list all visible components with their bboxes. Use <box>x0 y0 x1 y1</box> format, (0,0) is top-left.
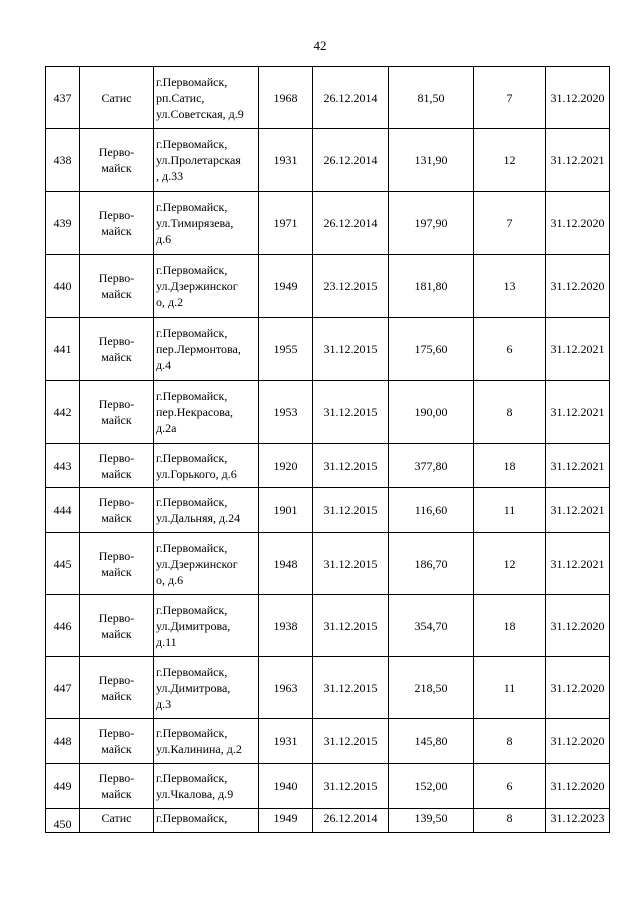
area: 131,90 <box>389 129 474 192</box>
deadline-date: 31.12.2021 <box>546 533 610 595</box>
address-line: пер.Некрасова, <box>156 405 234 419</box>
address-line: г.Первомайск, <box>156 326 228 340</box>
deadline-date: 31.12.2021 <box>546 318 610 381</box>
area: 175,60 <box>389 318 474 381</box>
settlement-name <box>80 192 154 255</box>
housing-registry-table <box>45 66 610 833</box>
deadline-date: 31.12.2021 <box>546 129 610 192</box>
address <box>154 764 259 809</box>
deadline-date: 31.12.2020 <box>546 595 610 657</box>
address-line: г.Первомайск, <box>156 74 228 89</box>
residents-count: 11 <box>474 657 546 719</box>
settlement-line: Перво- <box>98 771 135 785</box>
table-row <box>46 444 610 488</box>
address-line: ул.Пролетарская <box>156 153 241 167</box>
address-line: г.Первомайск, <box>156 200 228 214</box>
deadline-date: 31.12.2020 <box>546 764 610 809</box>
row-number: 439 <box>46 192 80 255</box>
recognition-date: 26.12.2014 <box>313 809 389 833</box>
address-line: пер.Лермонтова, <box>156 342 241 356</box>
row-number: 442 <box>46 381 80 444</box>
area: 139,50 <box>389 809 474 833</box>
recognition-date: 31.12.2015 <box>313 595 389 657</box>
address-line: о, д.6 <box>156 572 184 587</box>
row-number: 440 <box>46 255 80 318</box>
settlement-line: майск <box>101 287 132 301</box>
residents-count: 8 <box>474 381 546 444</box>
address-line: г.Первомайск, <box>156 726 228 740</box>
build-year: 1955 <box>259 318 313 381</box>
build-year: 1971 <box>259 192 313 255</box>
settlement-line: майск <box>101 466 132 481</box>
page-number: 42 <box>313 38 327 53</box>
table-row <box>46 318 610 381</box>
recognition-date: 31.12.2015 <box>313 318 389 381</box>
deadline-date: 31.12.2021 <box>546 444 610 488</box>
row-number: 446 <box>46 595 80 657</box>
residents-count: 8 <box>474 719 546 764</box>
table-row <box>46 809 610 833</box>
area: 81,50 <box>389 67 474 129</box>
address-line: г.Первомайск, <box>156 495 228 509</box>
address <box>154 809 259 833</box>
area: 145,80 <box>389 719 474 764</box>
build-year: 1963 <box>259 657 313 719</box>
settlement-line: Перво- <box>98 271 135 285</box>
area: 197,90 <box>389 192 474 255</box>
settlement-line: Перво- <box>98 726 135 740</box>
area: 186,70 <box>389 533 474 595</box>
row-number: 438 <box>46 129 80 192</box>
table-row <box>46 533 610 595</box>
recognition-date: 26.12.2014 <box>313 192 389 255</box>
address <box>154 318 259 381</box>
address <box>154 381 259 444</box>
recognition-date: 26.12.2014 <box>313 67 389 129</box>
address <box>154 719 259 764</box>
row-number: 441 <box>46 318 80 381</box>
recognition-date: 31.12.2015 <box>313 381 389 444</box>
address-line: о, д.2 <box>156 295 184 309</box>
residents-count: 7 <box>474 67 546 129</box>
address-line: ул.Димитрова, <box>156 680 231 695</box>
recognition-date: 23.12.2015 <box>313 255 389 318</box>
table-row <box>46 657 610 719</box>
address-line: ул.Калинина, д.2 <box>156 742 242 756</box>
deadline-date: 31.12.2021 <box>546 488 610 533</box>
area: 218,50 <box>389 657 474 719</box>
deadline-date: 31.12.2020 <box>546 719 610 764</box>
build-year: 1901 <box>259 488 313 533</box>
residents-count: 6 <box>474 318 546 381</box>
table-row <box>46 381 610 444</box>
settlement-line: майск <box>101 224 132 238</box>
area: 377,80 <box>389 444 474 488</box>
recognition-date: 31.12.2015 <box>313 657 389 719</box>
address-line: ул.Дзержинског <box>156 279 238 293</box>
settlement-name <box>80 533 154 595</box>
row-number: 450 <box>46 809 80 833</box>
build-year: 1949 <box>259 809 313 833</box>
settlement-line: Перво- <box>98 548 135 563</box>
address-line: ул.Дзержинског <box>156 556 238 571</box>
settlement-name <box>80 719 154 764</box>
row-number: 445 <box>46 533 80 595</box>
address-line: г.Первомайск, <box>156 137 228 151</box>
address <box>154 595 259 657</box>
settlement-name <box>80 444 154 488</box>
address-line: , д.33 <box>156 169 184 183</box>
build-year: 1949 <box>259 255 313 318</box>
address <box>154 255 259 318</box>
row-number: 449 <box>46 764 80 809</box>
table-row <box>46 488 610 533</box>
build-year: 1948 <box>259 533 313 595</box>
address-line: д.3 <box>156 696 172 711</box>
deadline-date: 31.12.2020 <box>546 255 610 318</box>
table-body <box>46 67 610 833</box>
build-year: 1953 <box>259 381 313 444</box>
recognition-date: 31.12.2015 <box>313 719 389 764</box>
address-line: рп.Сатис, <box>156 90 205 105</box>
settlement-line: Перво- <box>98 495 135 509</box>
table-row <box>46 255 610 318</box>
settlement-line: майск <box>101 742 132 756</box>
settlement-line: майск <box>101 626 132 641</box>
settlement-line: майск <box>101 161 132 175</box>
settlement-name: Сатис <box>80 67 154 129</box>
address-line: д.2а <box>156 421 177 435</box>
address-line: г.Первомайск, <box>156 450 228 465</box>
table-row <box>46 595 610 657</box>
address-line: ул.Димитрова, <box>156 618 231 633</box>
settlement-line: майск <box>101 350 132 364</box>
settlement-name <box>80 595 154 657</box>
settlement-name: Сатис <box>80 809 154 833</box>
address-line: д.6 <box>156 232 172 246</box>
deadline-date: 31.12.2020 <box>546 657 610 719</box>
recognition-date: 31.12.2015 <box>313 533 389 595</box>
build-year: 1931 <box>259 719 313 764</box>
settlement-line: Перво- <box>98 397 135 411</box>
deadline-date: 31.12.2020 <box>546 192 610 255</box>
residents-count: 12 <box>474 129 546 192</box>
area: 354,70 <box>389 595 474 657</box>
build-year: 1968 <box>259 67 313 129</box>
address-line: г.Первомайск, <box>156 771 228 785</box>
address-line: г.Первомайск, <box>156 389 228 403</box>
table-row <box>46 129 610 192</box>
table-row <box>46 67 610 129</box>
settlement-line: Перво- <box>98 610 135 625</box>
address-line: ул.Тимирязева, <box>156 216 234 230</box>
recognition-date: 31.12.2015 <box>313 764 389 809</box>
settlement-name <box>80 488 154 533</box>
table-row <box>46 719 610 764</box>
area: 181,80 <box>389 255 474 318</box>
address-line: ул.Горького, д.6 <box>156 466 237 481</box>
address <box>154 657 259 719</box>
deadline-date: 31.12.2021 <box>546 381 610 444</box>
address <box>154 533 259 595</box>
table-row <box>46 192 610 255</box>
residents-count: 12 <box>474 533 546 595</box>
settlement-line: майск <box>101 564 132 579</box>
address <box>154 67 259 129</box>
deadline-date: 31.12.2023 <box>546 809 610 833</box>
residents-count: 18 <box>474 595 546 657</box>
build-year: 1940 <box>259 764 313 809</box>
area: 152,00 <box>389 764 474 809</box>
address-line: д.11 <box>156 634 177 649</box>
address-line: г.Первомайск, <box>156 540 228 555</box>
residents-count: 6 <box>474 764 546 809</box>
address-line: ул.Чкалова, д.9 <box>156 787 234 801</box>
deadline-date: 31.12.2020 <box>546 67 610 129</box>
address-line: ул.Дальняя, д.24 <box>156 511 241 525</box>
recognition-date: 26.12.2014 <box>313 129 389 192</box>
residents-count: 11 <box>474 488 546 533</box>
table-row <box>46 764 610 809</box>
address <box>154 488 259 533</box>
build-year: 1938 <box>259 595 313 657</box>
residents-count: 8 <box>474 809 546 833</box>
settlement-line: майск <box>101 413 132 427</box>
settlement-name <box>80 318 154 381</box>
settlement-line: майск <box>101 688 132 703</box>
row-number: 437 <box>46 67 80 129</box>
settlement-name <box>80 657 154 719</box>
row-number: 444 <box>46 488 80 533</box>
settlement-name <box>80 129 154 192</box>
address-line: г.Первомайск, <box>156 602 228 617</box>
address-line: г.Первомайск, <box>156 664 228 679</box>
row-number: 447 <box>46 657 80 719</box>
address <box>154 129 259 192</box>
row-number: 448 <box>46 719 80 764</box>
area: 116,60 <box>389 488 474 533</box>
address <box>154 444 259 488</box>
build-year: 1920 <box>259 444 313 488</box>
address-line: д.4 <box>156 358 172 372</box>
address-line: г.Первомайск, <box>156 263 228 277</box>
settlement-name <box>80 381 154 444</box>
row-number: 443 <box>46 444 80 488</box>
settlement-line: Перво- <box>98 145 135 159</box>
settlement-line: Перво- <box>98 208 135 222</box>
address-line: ул.Советская, д.9 <box>156 106 244 121</box>
settlement-name <box>80 764 154 809</box>
recognition-date: 31.12.2015 <box>313 444 389 488</box>
address <box>154 192 259 255</box>
build-year: 1931 <box>259 129 313 192</box>
settlement-line: майск <box>101 511 132 525</box>
settlement-line: Перво- <box>98 450 135 465</box>
settlement-line: майск <box>101 787 132 801</box>
settlement-line: Перво- <box>98 334 135 348</box>
residents-count: 18 <box>474 444 546 488</box>
residents-count: 7 <box>474 192 546 255</box>
address-line: г.Первомайск, <box>156 811 228 825</box>
residents-count: 13 <box>474 255 546 318</box>
area: 190,00 <box>389 381 474 444</box>
recognition-date: 31.12.2015 <box>313 488 389 533</box>
settlement-name <box>80 255 154 318</box>
settlement-line: Перво- <box>98 672 135 687</box>
